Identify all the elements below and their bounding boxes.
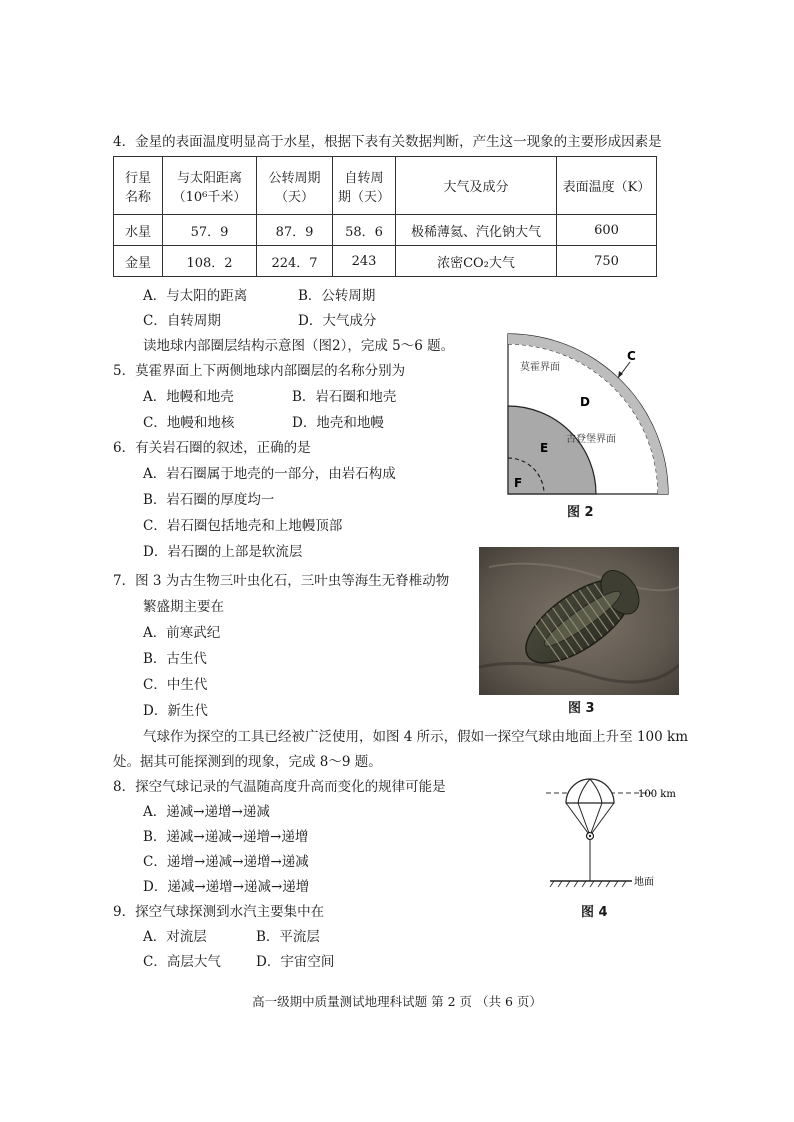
table-row bbox=[114, 215, 657, 246]
q4-option-c[interactable]: C．自转周期 bbox=[143, 313, 221, 329]
q5-option-c[interactable]: C．地幔和地核 bbox=[143, 415, 235, 431]
table-header-cell: 公转周期 （天） bbox=[257, 157, 333, 215]
label-f: F bbox=[514, 476, 523, 490]
table-cell: 58．6 bbox=[333, 215, 396, 246]
intro-8-9-line2: 处。据其可能探测到的现象，完成 8～9 题。 bbox=[113, 754, 382, 770]
q4-stem: 4．金星的表面温度明显高于水星，根据下表有关数据判断，产生这一现象的主要形成因素是 bbox=[113, 134, 662, 150]
q7-option-d[interactable]: D．新生代 bbox=[143, 703, 208, 719]
table-cell: 243 bbox=[333, 246, 396, 277]
q4-option-d[interactable]: D．大气成分 bbox=[298, 313, 377, 329]
q9-option-a[interactable]: A．对流层 bbox=[143, 929, 207, 945]
balloon-ropes bbox=[566, 803, 614, 833]
q5-option-b[interactable]: B．岩石圈和地壳 bbox=[292, 389, 397, 405]
intro-5-6: 读地球内部圈层结构示意图（图2），完成 5～6 题。 bbox=[143, 338, 455, 354]
table-cell: 108．2 bbox=[163, 246, 257, 277]
label-d: D bbox=[580, 395, 590, 409]
page-footer: 高一级期中质量测试地理科试题 第 2 页 （共 6 页） bbox=[252, 994, 542, 1009]
q8-stem: 8．探空气球记录的气温随高度升高而变化的规律可能是 bbox=[113, 779, 446, 795]
table-cell: 224．7 bbox=[257, 246, 333, 277]
table-header-row bbox=[114, 157, 657, 215]
q7-option-b[interactable]: B．古生代 bbox=[143, 651, 207, 667]
trilobite-fossil-photo bbox=[479, 547, 679, 695]
q7-option-a[interactable]: A．前寒武纪 bbox=[143, 625, 221, 641]
q6-option-d[interactable]: D．岩石圈的上部是软流层 bbox=[143, 544, 303, 560]
q6-option-a[interactable]: A．岩石圈属于地壳的一部分，由岩石构成 bbox=[143, 466, 396, 482]
label-gutenberg: 古登堡界面 bbox=[566, 434, 616, 445]
q7-stem-line2: 繁盛期主要在 bbox=[143, 599, 224, 615]
q5-stem: 5．莫霍界面上下两侧地球内部圈层的名称分别为 bbox=[113, 363, 406, 379]
table-header-cell: 表面温度（K） bbox=[557, 157, 657, 215]
table-header-cell: 大气及成分 bbox=[396, 157, 557, 215]
q9-option-c[interactable]: C．高层大气 bbox=[143, 954, 221, 970]
q8-option-b[interactable]: B．递减→递减→递增→递增 bbox=[143, 829, 309, 845]
table-cell: 金星 bbox=[114, 246, 163, 277]
table-cell: 浓密CO₂大气 bbox=[396, 246, 557, 277]
q9-option-d[interactable]: D．宇宙空间 bbox=[256, 954, 335, 970]
table-header-cell: 自转周 期（天） bbox=[333, 157, 396, 215]
label-e: E bbox=[540, 441, 549, 455]
table-header-cell: 与太阳距离 （10⁶千米） bbox=[163, 157, 257, 215]
q5-option-a[interactable]: A．地幔和地壳 bbox=[143, 389, 234, 405]
q7-option-c[interactable]: C．中生代 bbox=[143, 677, 208, 693]
instrument-dot bbox=[589, 835, 591, 837]
balloon-icon bbox=[566, 779, 614, 803]
ground-hatch bbox=[550, 881, 626, 887]
q6-stem: 6．有关岩石圈的叙述，正确的是 bbox=[113, 440, 311, 456]
fig3-caption: 图 3 bbox=[568, 701, 595, 716]
label-ground: 地面 bbox=[634, 877, 654, 888]
intro-8-9-line1: 气球作为探空的工具已经被广泛使用，如图 4 所示，假如一探空气球由地面上升至 100 km bbox=[143, 729, 689, 745]
table-row bbox=[114, 246, 657, 277]
fig4-caption: 图 4 bbox=[581, 905, 608, 920]
q8-option-c[interactable]: C．递增→递减→递增→递减 bbox=[143, 854, 309, 870]
label-c: C bbox=[627, 349, 636, 363]
fig2-caption: 图 2 bbox=[567, 505, 594, 520]
earth-interior-diagram bbox=[500, 330, 690, 500]
q7-stem-line1: 7．图 3 为古生物三叶虫化石，三叶虫等海生无脊椎动物 bbox=[113, 573, 450, 589]
q4-option-b[interactable]: B．公转周期 bbox=[298, 288, 376, 304]
table-cell: 750 bbox=[557, 246, 657, 277]
table-cell: 600 bbox=[557, 215, 657, 246]
table-cell: 水星 bbox=[114, 215, 163, 246]
balloon-diagram bbox=[540, 765, 690, 895]
table-cell: 87．9 bbox=[257, 215, 333, 246]
table-header-cell: 行星 名称 bbox=[114, 157, 163, 215]
q6-option-b[interactable]: B．岩石圈的厚度均一 bbox=[143, 492, 275, 508]
q9-stem: 9．探空气球探测到水汽主要集中在 bbox=[113, 904, 325, 920]
q6-option-c[interactable]: C．岩石圈包括地壳和上地幔顶部 bbox=[143, 518, 343, 534]
label-moho: 莫霍界面 bbox=[520, 362, 560, 373]
q5-option-d[interactable]: D．地壳和地幔 bbox=[292, 415, 384, 431]
q8-option-d[interactable]: D．递减→递增→递减→递增 bbox=[143, 879, 310, 895]
label-100km: 100 km bbox=[638, 789, 676, 800]
planet-data-table bbox=[113, 156, 657, 277]
q8-option-a[interactable]: A．递减→递增→递减 bbox=[143, 804, 270, 820]
q9-option-b[interactable]: B．平流层 bbox=[256, 929, 320, 945]
table-cell: 极稀薄氦、汽化钠大气 bbox=[396, 215, 557, 246]
table-cell: 57．9 bbox=[163, 215, 257, 246]
q4-option-a[interactable]: A．与太阳的距离 bbox=[143, 288, 248, 304]
